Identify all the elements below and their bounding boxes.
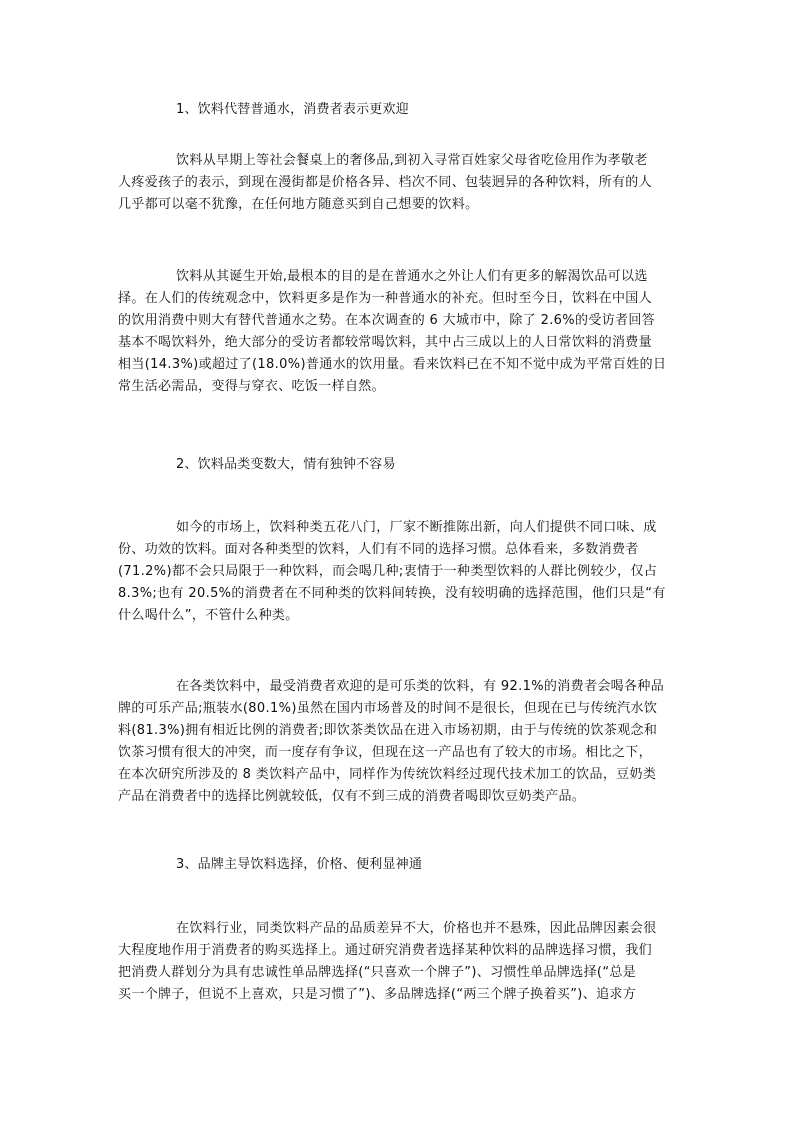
paragraph-line: 饮茶习惯有很大的冲突，而一度存有争议，但现在这一产品也有了较大的市场。相比之下， [118, 745, 653, 760]
section-1-paragraph-2 [118, 266, 683, 398]
paragraph-line: 相当(14.3%)或超过了(18.0%)普通水的饮用量。看来饮料已在不知不觉中成为平常百姓的日 [118, 357, 667, 372]
paragraph-line: 的饮用消费中则大有替代普通水之势。在本次调查的 6 大城市中，除了 2.6%的受访者回答 [118, 313, 656, 328]
section-heading-3: 3、品牌主导饮料选择，价格、便利显神通 [176, 857, 423, 872]
paragraph-line: 把消费人群划分为具有忠诚性单品牌选择(“只喜欢一个牌子”)、习惯性单品牌选择(“总是 [118, 965, 637, 980]
paragraph-line: 什么喝什么”，不管什么种类。 [118, 608, 299, 623]
section-heading-2: 2、饮料品类变数大，情有独钟不容易 [176, 457, 396, 472]
paragraph-line: (71.2%)都不会只局限于一种饮料，而会喝几种;衷情于一种类型饮料的人群比例较少，仅占 [118, 564, 658, 579]
paragraph-line: 常生活必需品，变得与穿衣、吃饭一样自然。 [118, 379, 386, 394]
paragraph-line: 饮料从其诞生开始,最根本的目的是在普通水之外让人们有更多的解渴饮品可以选 [176, 269, 648, 284]
paragraph-line: 在本次研究所涉及的 8 类饮料产品中，同样作为传统饮料经过现代技术加工的饮品，豆奶类 [118, 767, 657, 782]
paragraph-line: 产品在消费者中的选择比例就较低，仅有不到三成的消费者喝即饮豆奶类产品。 [118, 789, 586, 804]
paragraph-line: 牌的可乐产品;瓶装水(80.1%)虽然在国内市场普及的时间不是很长，但现在已与传统汽水饮 [118, 701, 658, 716]
paragraph-line: 份、功效的饮料。面对各种类型的饮料，人们有不同的选择习惯。总体看来，多数消费者 [118, 542, 639, 557]
paragraph-line: 8.3%;也有 20.5%的消费者在不同种类的饮料间转换，没有较明确的选择范围，他们只是“有 [118, 586, 666, 601]
paragraph-line: 几乎都可以毫不犹豫，在任何地方随意买到自己想要的饮料。 [118, 197, 479, 212]
section-1-paragraph-1 [118, 150, 683, 216]
section-2-paragraph-2 [118, 676, 683, 808]
paragraph-line: 如今的市场上，饮料种类五花八门，厂家不断推陈出新，向人们提供不同口味、成 [176, 520, 657, 535]
paragraph-line: 人疼爱孩子的表示，到现在漫街都是价格各异、档次不同、包装迥异的各种饮料，所有的人 [118, 175, 653, 190]
section-heading-1: 1、饮料代替普通水，消费者表示更欢迎 [176, 102, 409, 117]
section-2-paragraph-1 [118, 517, 683, 627]
paragraph-line: 饮料从早期上等社会餐桌上的奢侈品,到初入寻常百姓家父母省吃俭用作为孝敬老 [176, 153, 648, 168]
paragraph-line: 在饮料行业，同类饮料产品的品质差异不大，价格也并不悬殊，因此品牌因素会很 [176, 921, 657, 936]
paragraph-line: 大程度地作用于消费者的购买选择上。通过研究消费者选择某种饮料的品牌选择习惯，我们 [118, 943, 653, 958]
paragraph-line: 买一个牌子，但说不上喜欢，只是习惯了”)、多品牌选择(“两三个牌子换着买”)、追求方 [118, 987, 637, 1002]
paragraph-line: 在各类饮料中，最受消费者欢迎的是可乐类的饮料，有 92.1%的消费者会喝各种品 [176, 679, 665, 694]
section-3-paragraph-1 [118, 918, 683, 1006]
paragraph-line: 料(81.3%)拥有相近比例的消费者;即饮茶类饮品在进入市场初期，由于与传统的饮茶观念和 [118, 723, 658, 738]
paragraph-line: 择。在人们的传统观念中，饮料更多是作为一种普通水的补充。但时至今日，饮料在中国人 [118, 291, 653, 306]
paragraph-line: 基本不喝饮料外，绝大部分的受访者都较常喝饮料，其中占三成以上的人日常饮料的消费量 [118, 335, 653, 350]
